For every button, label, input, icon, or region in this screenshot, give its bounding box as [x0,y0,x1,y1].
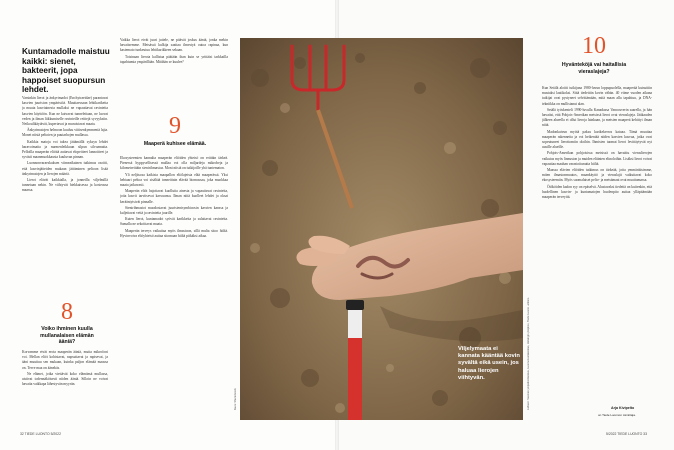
section-8-text [22,350,108,425]
section-number-8: 8 [61,299,73,325]
section-9-paragraph: Yli neljäsosa kaikista maapallon eliölajeista elää maaperässä. Yksi hehtaari peltoa voi sisältää tonneittain elävää biomassaa, joka muokkaa maata jatkuvasti. [120,172,228,188]
intro-paragraph: Kaikkia matoja voi tukea jättämällä syksyn lehdet haravoimatta ja nurmenleikkuun silpun silvoamatta. Pelloilla maaperän eliöitä auttavat elopeitteet lannoitteet ja syvästi maanmuokkausta kuuluvan pinnan. [22,139,108,160]
section-10-heading: Hyvänteköjä vai haitallisia vieraslajeja? [561,62,627,75]
intro-paragraph: Änkyrimatojen helmoon kuuluu viitisenkymmentä lajia. Monet niistä peltoien ja puutarhojen mullassa. [22,128,108,138]
section-10-paragraph: Setälä työskenteli 1990-luvulla Kanadassa Vancouverin saarella, ja hän havaitsi, että Pohjois-Amerikan metsissä lierot ovat vieraslajeja. Jääkauden jälkeen alueella ei ollut lieroja lainkaan, ja metsien maaperä kehittyi ilman niitä. [542,107,652,128]
intro-text-column [22,96,108,296]
section-10-text [542,86,652,398]
section-9-paragraph: Maaperän eliöt hajottavat kuollutta ainesta ja vapauttavat ravinteita, joita kasvit tarvitsevat kasvuunsa. Ilman niitä kuolleet lehdet ja oksat kerääntyisivät pinnalle. [120,189,228,204]
sources-credit: Lähteet: Suomen ympäristökeskus, Luonnonvarakeskus, Helsingin yliopisto, Tiede Luonto -arkisto [527,297,530,410]
intro-paragraph: Lierot elävät kaikkialla, ja jonneilla viljelmillä tunnetaan nekin. Ne viihtyvät hiekkaisessa ja kosteassa maassa. [22,178,108,193]
middle-column-top [120,38,228,106]
section-9-heading: Maaperä kuhisee elämää. [143,141,207,147]
author-role: on Tiede Luonnon toimittaja. [598,413,636,417]
section-10-paragraph: Maassa elävien eliöiden tutkimus on tärkeää, jotta ymmärtäisimme, miten ilmastonmuutos, maankäyttö ja vieraslajit vaikuttavat koko ekosysteemiin. Myös suomalaiset pelto- ja metsämaat ovat muuttumassa. [542,168,652,183]
section-8-paragraph: Korvamme eivät erota maaperän ääniä, mutta mikrofoni voi. Mellan eliöt kohistavat, napsuttavat ja rapisevat, ja ääni muuttuu sen mukaan, kuinka paljon elämää maassa on. Terve maa on äänekäs. [22,350,108,370]
section-10-paragraph: Kun Setälä aloitti tutkijana 1980-luvun loppupuolella, maaperää kutsuttiin mustaksi laatikoksi. Siitä tiedettiin kovin vähän. 40 viime vuoden aikana tutkijat ovat pystyneet selvittämään, mitä maan alla tapahtuu, ja DNA-tekniikka on mullistanut alan. [542,86,652,106]
intro-paragraph: Luonnonvaraeskuksen viimeaikainen tutkimus osoitti, että kasvinjätteiden mukaan jättäminen peltoon lisää änkyrimatojen ja lierojen määriä. [22,161,108,176]
author-name: Arja Kivipelto [611,406,635,410]
section-9-paragraph: Maaperän terveys vaikuttaa myös ilmastoon, sillä multa sitoo hiiltä. Hyvinvoiva eliöyhteisö auttaa sitomaan hiiltä pitkäksi aikaa. [120,228,228,238]
middle-paragraph: Toisinaan lierota kallistaa päätään ihan kuin se yrittäisi tarkkailla tapahtumia ympärillään. Mitähän se kuulee? [120,54,228,64]
photo-caption: Viljelymaata ei kannata kääntää kovin syvältä eikä usein, jos haluaa lierojen viihtyvän. [458,346,520,381]
middle-paragraph: Vaikka lierot eivät juuri juttele, ne pitävät joskus ääntä, jonka mekin havaitsemme. Metsässä kulkija saattaa ilmestyä outoa rapinaa, kun kastemato tunkeutuu lehtikarikkeen sekaan. [120,38,228,53]
section-number-9: 9 [169,113,181,139]
section-9-paragraph: Ekosysteemien kannalta maaperän eliöiden yhteisö on erittäin tärkeä. Pienessä hyppysellisessä mullaa voi olla miljardeja mikrobeja ja kilometreittäin sienirihmastoa. Moni niistä on tutkijoille yhä tuntematon. [120,156,228,171]
section-number-10: 10 [582,33,606,59]
section-9-text [120,156,228,422]
section-10-paragraph: Madonkaivun myötä paksu karikekerros katoaa. Tämä muuttaa maaperän rakennetta ja voi heikentää niiden kasvien kasvua, jotka ovat sopeutuneet lierottomiin oloihin. Ihmisten tuomat lierot levittäytyvät nyt uusille alueille. [542,129,652,150]
section-10-paragraph: Pohjois-Amerikan pohjoisissa metsissä on havaittu vieraslierojen vaikutus myös linnuston ja muiden eläinten elinoloihin. Lisäksi lierot voivat vapauttaa maahan varastoitunutta hiiltä. [542,151,652,166]
intro-paragraph: Varsinkin lierot ja änkyrimadot (Enchytraeidae) parantavat kasvien juuriston ympäristöä. Muuttaessaan lehtikarikettа ja muuta kasviainesta mullaksi ne vapauttavat ravinteita kasvien käyttöön. Kun ne kaivavat tunneleitaan, ne luovat veden ja ilman liikkumiselle ravinteille reittejä syvyyksiin. Neikoulikäytävät, kupertavat ja muruistavat maata. [22,96,108,127]
article-headline: Kuntamadolle maistuu kaikki: sienet, bakteerit, jopa happoiset suopursun lehdet. [22,47,110,95]
section-8-heading: Voiko ihminen kuulla mullanalaisen elämän ääniä? [40,326,94,346]
photo-credit: Kuva: Shutterstock [234,388,237,410]
section-8-paragraph: Ne elämet, jotka viettävät koko elämänsä mullassa, aistivat todennäköisesti niiden ääniä. Silloin ne voivat havaita vaikkapa lähestyvän myyrän. [22,371,108,387]
section-9-paragraph: Sienirihmastot muodostavat juurisienisymbioosin kasvien kanssa ja kuljettavat vettä ja ravinteita juurille. [120,205,228,216]
left-page-footer: 32 TIEDE LUONTO 5/2022 [20,432,61,436]
section-9-paragraph: Kuten lierot, kuntamadot syövät karikkeita ja sulattavat ravinteita. Samalla ne sekoittavat maata. [120,217,228,227]
right-page-footer: 5/2022 TIEDE LUONTO 33 [606,432,647,436]
section-10-paragraph: Ötököiden kadon syy on epäselvä. Alustavaksi tiedettä on kuitenkin, että huolellinen kasvin- ja kuntamatojen huolenpito auttaa ylläpitämään maaperän terveyttä. [542,184,652,200]
